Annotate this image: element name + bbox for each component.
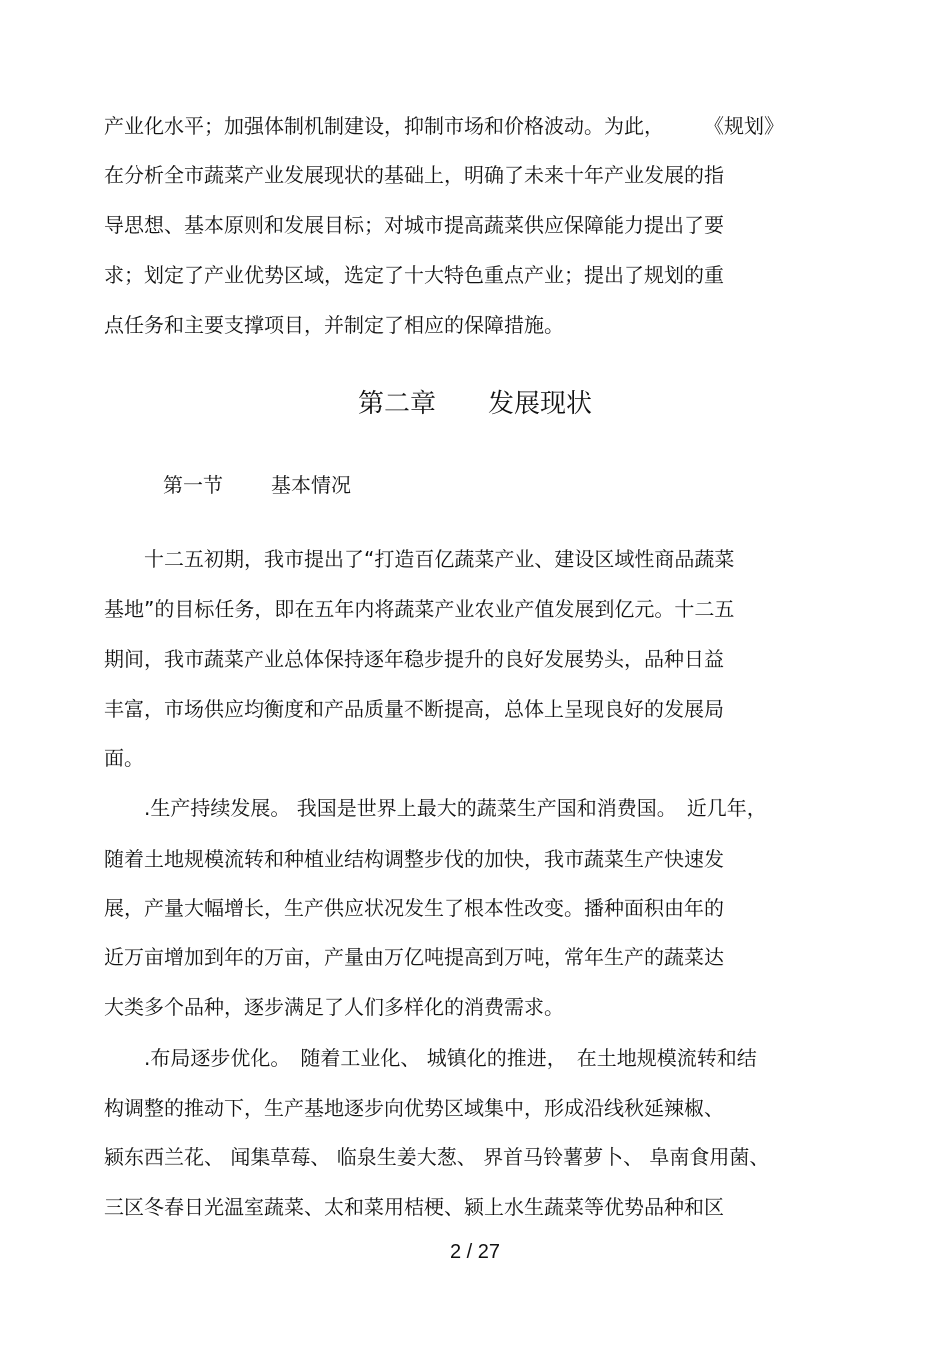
text-line: 求；划定了产业优势区域，选定了十大特色重点产业；提出了规划的重 [104,263,724,287]
text-line: 期间，我市蔬菜产业总体保持逐年稳步提升的良好发展势头，品种日益 [104,647,724,671]
text-line: 三区冬春日光温室蔬菜、太和菜用桔梗、颍上水生蔬菜等优势品种和区 [104,1195,724,1219]
chapter-heading [0,388,950,420]
section-number: 第一节 [163,473,223,497]
text-line: .布局逐步优化。 随着工业化、 城镇化的推进， 在土地规模流转和结 [104,1046,757,1070]
page-number: 2 / 27 [449,1241,501,1263]
text-line: 产业化水平；加强体制机制建设，抑制市场和价格波动。为此， 《规划》 [104,114,784,138]
text-line: 随着土地规模流转和种植业结构调整步伐的加快，我市蔬菜生产快速发 [104,847,724,871]
text-line: 展，产量大幅增长，生产供应状况发生了根本性改变。播种面积由年的 [104,896,724,920]
text-line: 近万亩增加到年的万亩，产量由万亿吨提高到万吨，常年生产的蔬菜达 [104,945,724,969]
text-line: .生产持续发展。 我国是世界上最大的蔬菜生产国和消费国。 近几年， [104,796,767,820]
text-line: 点任务和主要支撑项目，并制定了相应的保障措施。 [104,313,564,337]
text-line: 大类多个品种，逐步满足了人们多样化的消费需求。 [104,995,564,1019]
text-line: 基地”的目标任务，即在五年内将蔬菜产业农业产值发展到亿元。十二五 [104,597,735,621]
chapter-number: 第二章 [357,389,436,419]
text-line: 颍东西兰花、 闻集草莓、 临泉生姜大葱、 界首马铃薯萝卜、 阜南食用菌、 [104,1145,770,1169]
text-line: 面。 [104,746,144,770]
text-line: 丰富，市场供应均衡度和产品质量不断提高，总体上呈现良好的发展局 [104,697,724,721]
text-line: 在分析全市蔬菜产业发展现状的基础上，明确了未来十年产业发展的指 [104,163,724,187]
text-line: 构调整的推动下，生产基地逐步向优势区域集中，形成沿线秋延辣椒、 [104,1096,724,1120]
section-heading [163,472,351,498]
section-title: 基本情况 [271,473,351,497]
chapter-title: 发展现状 [488,389,593,419]
text-line: 导思想、基本原则和发展目标；对城市提高蔬菜供应保障能力提出了要 [104,213,724,237]
text-line: 十二五初期，我市提出了“打造百亿蔬菜产业、建设区域性商品蔬菜 [104,547,735,571]
